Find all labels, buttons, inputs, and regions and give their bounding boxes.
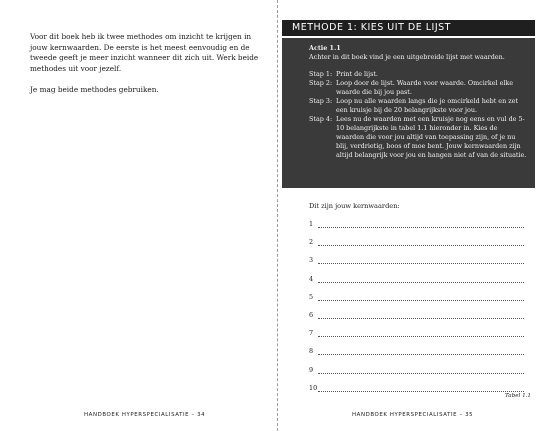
step-label: Stap 1:	[309, 70, 333, 78]
value-entry-line	[318, 300, 524, 301]
right-page-footer: HANDBOEK HYPERSPECIALISATIE – 35	[352, 412, 474, 418]
values-table	[309, 220, 524, 402]
value-entry-line	[318, 263, 524, 264]
value-row	[309, 311, 524, 329]
left-paragraph-1: Voor dit boek heb ik twee methodes om inzicht te krijgen in jouw kernwaarden. De eerste is het meest eenvoudig en de tweede geeft je meer inzicht wanneer dit zich uit. Werk beide methodes uit voor jezelf.	[30, 32, 259, 73]
step-text: Loop door de lijst. Waarde voor waarde. Omcirkel elke waarde die bij jou past.	[336, 79, 514, 96]
value-entry-line	[318, 227, 524, 228]
action-box	[282, 38, 535, 188]
value-row	[309, 275, 524, 293]
value-row	[309, 384, 524, 402]
value-number: 5	[309, 292, 314, 301]
step-item	[309, 79, 527, 97]
value-entry-line	[318, 391, 524, 392]
value-entry-line	[318, 354, 524, 355]
step-item	[309, 70, 527, 79]
value-number: 10	[309, 383, 318, 392]
value-number: 2	[309, 238, 314, 247]
steps-list	[309, 70, 527, 160]
value-entry-line	[318, 245, 524, 246]
value-number: 3	[309, 256, 314, 265]
value-row	[309, 238, 524, 256]
step-text: Loop nu alle waarden langs die je omcirkeld hebt en zet een kruisje bij de 20 belangrijkste voor jou.	[336, 97, 518, 114]
value-entry-line	[318, 282, 524, 283]
values-title: Dit zijn jouw kernwaarden:	[309, 202, 400, 210]
step-item	[309, 115, 527, 160]
step-label: Stap 2:	[309, 79, 333, 87]
step-label: Stap 4:	[309, 115, 333, 123]
left-page-footer: HANDBOEK HYPERSPECIALISATIE – 34	[84, 412, 206, 418]
value-number: 8	[309, 347, 314, 356]
method-header: METHODE 1: KIES UIT DE LIJST	[282, 20, 535, 36]
value-row	[309, 347, 524, 365]
value-row	[309, 329, 524, 347]
value-number: 1	[309, 220, 314, 228]
value-number: 9	[309, 365, 314, 374]
step-text: Print de lijst.	[336, 70, 378, 78]
value-number: 6	[309, 310, 314, 319]
page-gutter	[277, 0, 278, 431]
value-row	[309, 366, 524, 384]
value-row	[309, 256, 524, 274]
action-intro: Achter in dit boek vind je een uitgebreide lijst met waarden.	[309, 53, 505, 61]
step-label: Stap 3:	[309, 97, 333, 105]
left-page-body	[30, 32, 262, 106]
value-row	[309, 293, 524, 311]
step-text: Lees nu de waarden met een kruisje nog eens en vul de 5-10 belangrijkste in tabel 1.1 hieronder in. Kies de waarden die voor jou altijd van toepassing zijn, of je nu blij, verdrietig, boos of moe bent. Jouw kernwaarden zijn altijd belangrijk voor jou en hangen niet af van de situatie.	[336, 115, 527, 159]
value-entry-line	[318, 373, 524, 374]
value-entry-line	[318, 318, 524, 319]
value-entry-line	[318, 336, 524, 337]
value-number: 7	[309, 329, 314, 338]
left-paragraph-2: Je mag beide methodes gebruiken.	[30, 84, 159, 94]
action-title: Actie 1.1	[309, 44, 341, 52]
step-item	[309, 97, 527, 115]
value-row	[309, 220, 524, 238]
value-number: 4	[309, 274, 314, 283]
table-label: Tabel 1.1	[505, 393, 531, 399]
